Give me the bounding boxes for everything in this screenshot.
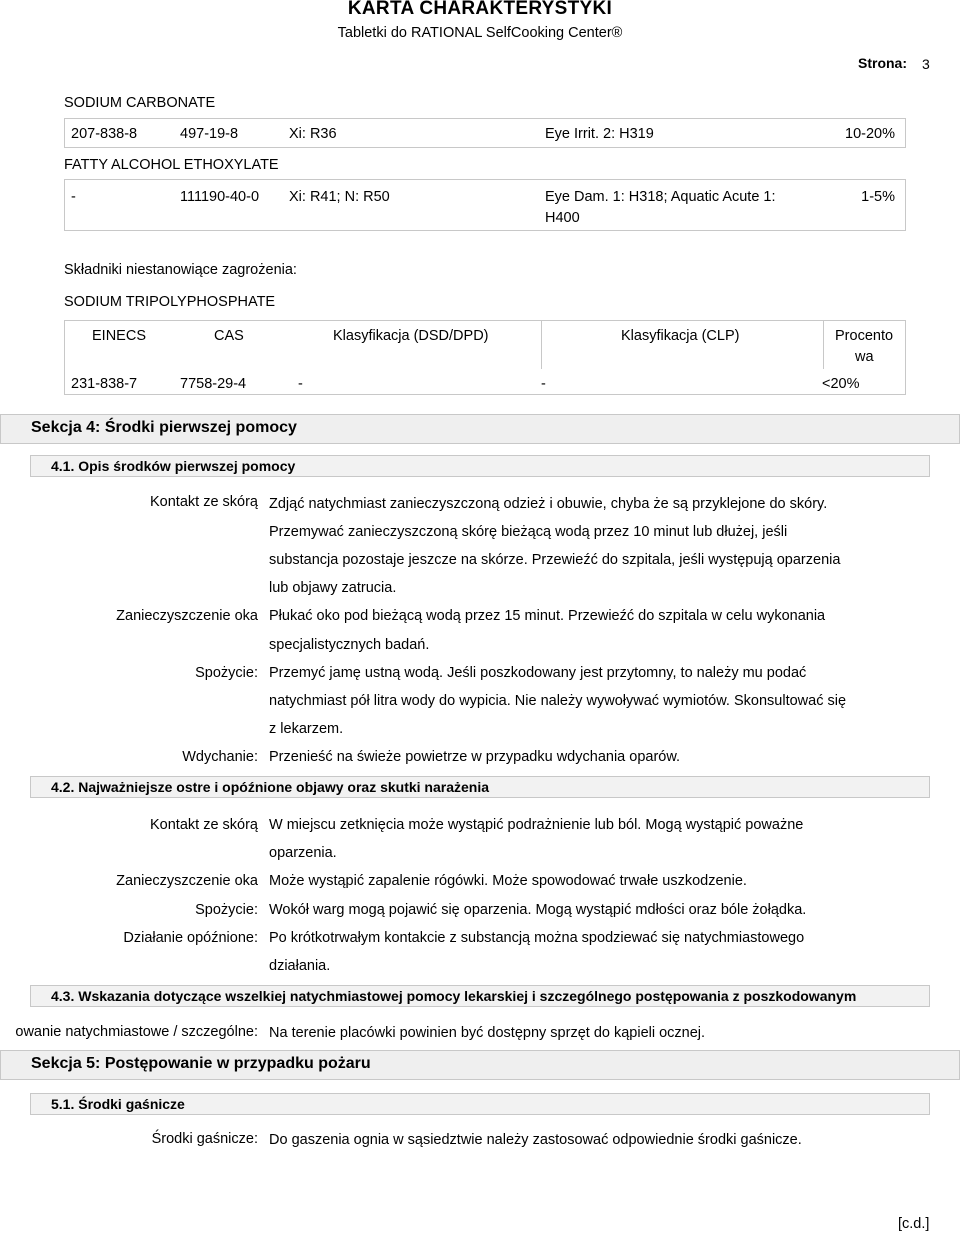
- eye-contact-line: Płukać oko pod bieżącą wodą przez 15 minut. Przewieźć do szpitala w celu wykonania: [269, 608, 826, 624]
- delayed-effects-line: działania.: [269, 958, 331, 974]
- percent-value: <20%: [822, 376, 860, 392]
- percent-value: 1-5%: [861, 189, 895, 205]
- page-label: Strona:: [858, 55, 907, 71]
- continued-marker: [c.d.]: [898, 1216, 930, 1232]
- skin-contact-line: lub objawy zatrucia.: [269, 580, 397, 596]
- cas-value: 7758-29-4: [180, 376, 247, 392]
- einecs-value: 231-838-7: [71, 376, 138, 392]
- substance-name: FATTY ALCOHOL ETHOXYLATE: [64, 157, 279, 173]
- percent-value: 10-20%: [845, 126, 895, 142]
- table-row: [64, 179, 906, 231]
- table-row: [64, 118, 906, 148]
- section-5-heading: Sekcja 5: Postępowanie w przypadku pożaru: [0, 1050, 960, 1080]
- skin-contact-line: W miejscu zetknięcia może wystąpić podrażnienie lub ból. Mogą wystąpić poważne: [269, 817, 804, 833]
- page-number: 3: [922, 56, 930, 72]
- inhalation-label: Wdychanie:: [182, 749, 258, 765]
- skin-contact-line: substancja pozostaje jeszcze na skórze. Przewieźć do szpitala, jeśli występują oparzenia: [269, 552, 841, 568]
- ingestion-label: Spożycie:: [195, 902, 258, 918]
- subsection-5-1-heading: 5.1. Środki gaśnicze: [30, 1093, 930, 1115]
- immediate-treatment-line: Na terenie placówki powinien być dostępny sprzęt do kąpieli ocznej.: [269, 1025, 706, 1041]
- inhalation-line: Przenieść na świeże powietrze w przypadku wdychania oparów.: [269, 749, 681, 765]
- eye-contact-label: Zanieczyszczenie oka: [116, 608, 258, 624]
- skin-contact-line: Zdjąć natychmiast zanieczyszczoną odzież i obuwie, chyba że są przyklejone do skóry.: [269, 496, 828, 512]
- delayed-effects-line: Po krótkotrwałym kontakcie z substancją można spodziewać się natychmiastowego: [269, 930, 805, 946]
- dsd-value: Xi: R36: [289, 126, 337, 142]
- cas-value: 111190-40-0: [180, 189, 260, 205]
- document-subtitle: Tabletki do RATIONAL SelfCooking Center®: [337, 25, 623, 41]
- column-header-clp: Klasyfikacja (CLP): [621, 328, 740, 344]
- column-header-dsd: Klasyfikacja (DSD/DPD): [333, 328, 489, 344]
- dsd-value: Xi: R41; N: R50: [289, 189, 390, 205]
- clp-value-line2: H400: [545, 210, 580, 226]
- cas-value: 497-19-8: [180, 126, 239, 142]
- dsd-value: -: [298, 376, 303, 392]
- eye-contact-line: specjalistycznych badań.: [269, 637, 430, 653]
- ingestion-label: Spożycie:: [195, 665, 258, 681]
- eye-contact-label: Zanieczyszczenie oka: [116, 873, 258, 889]
- ingestion-line: z lekarzem.: [269, 721, 344, 737]
- eye-contact-line: Może wystąpić zapalenie rógówki. Może spowodować trwałe uszkodzenie.: [269, 873, 747, 889]
- extinguishing-media-line: Do gaszenia ognia w sąsiedztwie należy zastosować odpowiednie środki gaśnicze.: [269, 1132, 802, 1148]
- ingestion-line: Przemyć jamę ustną wodą. Jeśli poszkodowany jest przytomny, to należy mu podać: [269, 665, 807, 681]
- einecs-value: -: [71, 189, 76, 205]
- column-header-percent: Procento: [835, 328, 894, 344]
- column-header-einecs: EINECS: [92, 328, 146, 344]
- clp-value-line1: Eye Dam. 1: H318; Aquatic Acute 1:: [545, 189, 776, 205]
- skin-contact-label: Kontakt ze skórą: [150, 494, 258, 510]
- extinguishing-media-label: Środki gaśnicze:: [151, 1131, 258, 1147]
- clp-value: Eye Irrit. 2: H319: [545, 126, 654, 142]
- skin-contact-label: Kontakt ze skórą: [150, 817, 258, 833]
- immediate-treatment-label: owanie natychmiastowe / szczególne:: [15, 1024, 258, 1040]
- delayed-effects-label: Działanie opóźnione:: [123, 930, 258, 946]
- column-header-cas: CAS: [214, 328, 244, 344]
- einecs-value: 207-838-8: [71, 126, 138, 142]
- non-hazardous-heading: Składniki niestanowiące zagrożenia:: [64, 262, 297, 278]
- skin-contact-line: Przemywać zanieczyszczoną skórę bieżącą wodą przez 10 minut lub dłużej, jeśli: [269, 524, 788, 540]
- ingestion-line: natychmiast pół litra wody do wypicia. Nie należy wywoływać wymiotów. Skonsultować się: [269, 693, 847, 709]
- clp-value: -: [541, 376, 546, 392]
- non-hazardous-table: [64, 320, 906, 395]
- ingestion-line: Wokół warg mogą pojawić się oparzenia. Mogą wystąpić mdłości oraz bóle żołądka.: [269, 902, 807, 918]
- column-header-percent-line2: wa: [855, 349, 874, 365]
- document-title: KARTA CHARAKTERYSTYKI: [347, 0, 613, 19]
- substance-name: SODIUM TRIPOLYPHOSPHATE: [64, 294, 276, 310]
- subsection-4-3-heading: 4.3. Wskazania dotyczące wszelkiej natychmiastowej pomocy lekarskiej i szczególnego postępowania z poszkodowanym: [30, 985, 930, 1007]
- substance-name: SODIUM CARBONATE: [64, 95, 216, 111]
- section-4-heading: Sekcja 4: Środki pierwszej pomocy: [0, 414, 960, 444]
- subsection-4-2-heading: 4.2. Najważniejsze ostre i opóźnione objawy oraz skutki narażenia: [30, 776, 930, 798]
- skin-contact-line: oparzenia.: [269, 845, 337, 861]
- subsection-4-1-heading: 4.1. Opis środków pierwszej pomocy: [30, 455, 930, 477]
